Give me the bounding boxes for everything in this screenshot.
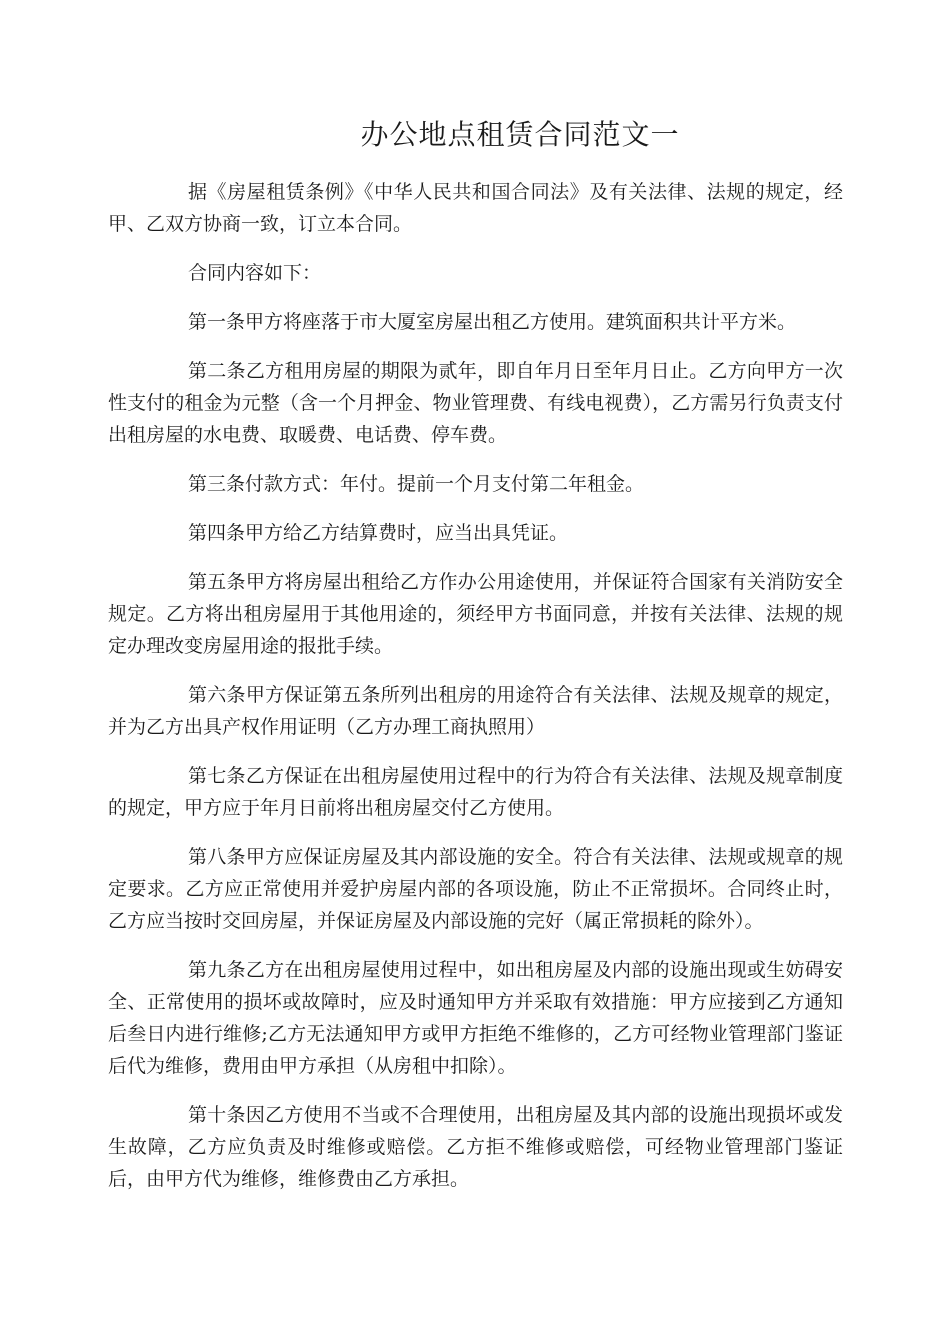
paragraph-article-1: 第一条甲方将座落于市大厦室房屋出租乙方使用。建筑面积共计平方米。 [188,311,797,333]
document-title: 办公地点租赁合同范文一 [360,118,680,151]
document-body [108,176,843,1212]
paragraph-article-7: 第七条乙方保证在出租房屋使用过程中的行为符合有关法律、法规及规章制度的规定，甲方应于年月日前将出租房屋交付乙方使用。 [108,765,843,819]
paragraph-article-8: 第八条甲方应保证房屋及其内部设施的安全。符合有关法律、法规或规章的规定要求。乙方应正常使用并爱护房屋内部的各项设施，防止不正常损坏。合同终止时，乙方应当按时交回房屋，并保证房屋及内部设施的完好（属正常损耗的除外）。 [108,846,843,932]
paragraph-article-3: 第三条付款方式：年付。提前一个月支付第二年租金。 [188,473,645,495]
paragraph-preamble: 据《房屋租赁条例》《中华人民共和国合同法》及有关法律、法规的规定，经甲、乙双方协商一致，订立本合同。 [108,181,843,235]
paragraph-article-9: 第九条乙方在出租房屋使用过程中，如出租房屋及内部的设施出现或生妨碍安全、正常使用的损坏或故障时，应及时通知甲方并采取有效措施：甲方应接到乙方通知后叁日内进行维修;乙方无法通知甲方或甲方拒绝不维修的，乙方可经物业管理部门鉴证后代为维修，费用由甲方承担（从房租中扣除）。 [108,959,843,1077]
paragraph-article-10: 第十条因乙方使用不当或不合理使用，出租房屋及其内部的设施出现损坏或发生故障，乙方应负责及时维修或赔偿。乙方拒不维修或赔偿，可经物业管理部门鉴证后，由甲方代为维修，维修费由乙方承担。 [108,1104,843,1190]
paragraph-article-2: 第二条乙方租用房屋的期限为贰年，即自年月日至年月日止。乙方向甲方一次性支付的租金为元整（含一个月押金、物业管理费、有线电视费），乙方需另行负责支付出租房屋的水电费、取暖费、电话费、停车费。 [108,360,843,446]
paragraph-article-6: 第六条甲方保证第五条所列出租房的用途符合有关法律、法规及规章的规定，并为乙方出具产权作用证明（乙方办理工商执照用） [108,684,843,738]
paragraph-article-4: 第四条甲方给乙方结算费时，应当出具凭证。 [188,522,569,544]
paragraph-intro: 合同内容如下： [188,262,322,284]
paragraph-article-5: 第五条甲方将房屋出租给乙方作办公用途使用，并保证符合国家有关消防安全规定。乙方将出租房屋用于其他用途的，须经甲方书面同意，并按有关法律、法规的规定办理改变房屋用途的报批手续。 [108,571,843,657]
